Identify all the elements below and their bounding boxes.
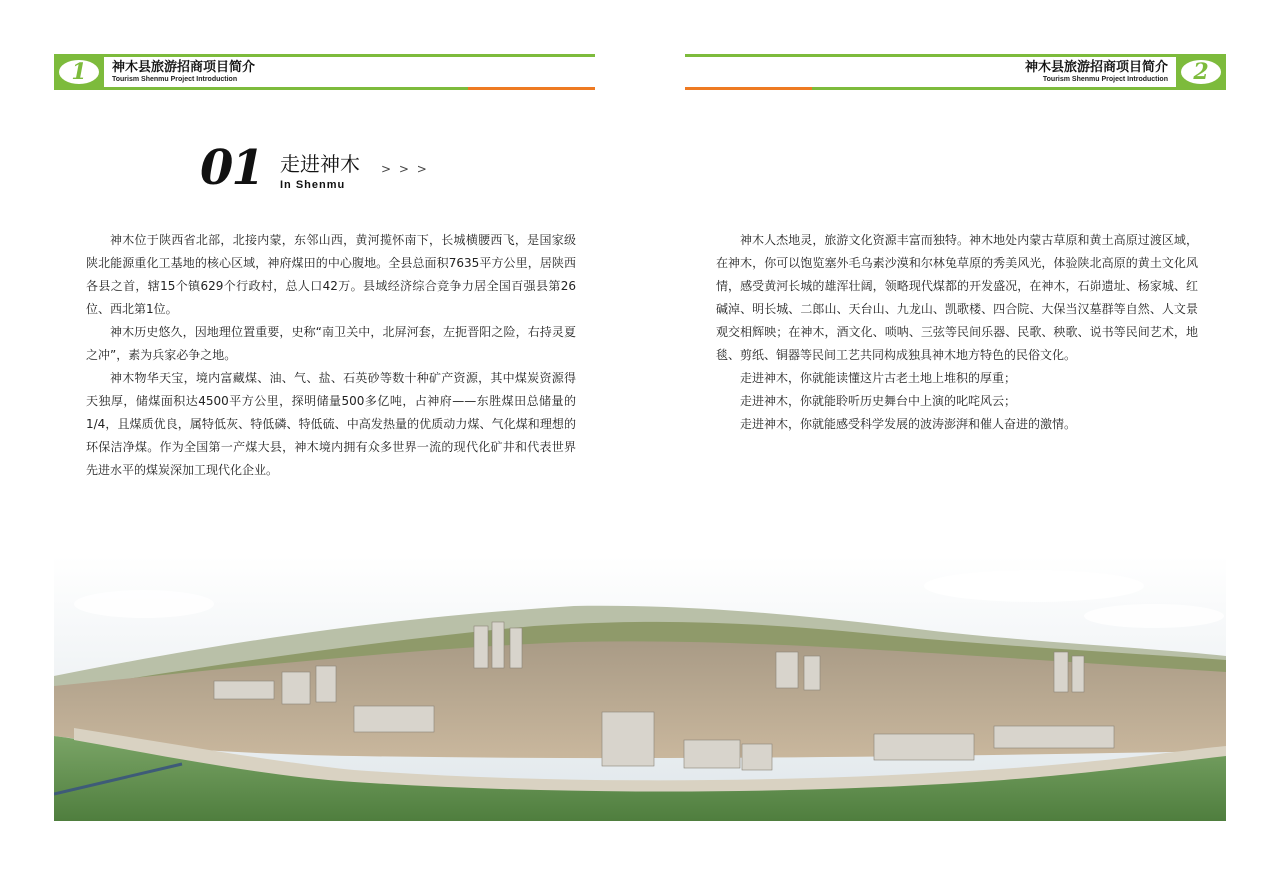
header-title-cn: 神木县旅游招商项目简介 xyxy=(1024,60,1168,75)
header-top-rule xyxy=(54,54,595,57)
paragraph: 走进神木，你就能感受科学发展的波涛澎湃和催人奋进的激情。 xyxy=(740,417,1077,431)
paragraph: 走进神木，你就能读懂这片古老土地上堆积的厚重； xyxy=(740,371,1017,385)
page-number: 1 xyxy=(71,59,87,85)
cloud xyxy=(1084,604,1224,628)
left-page-header xyxy=(54,54,595,90)
section-arrows: > > > xyxy=(381,162,429,176)
header-title-en: Tourism Shenmu Project Introduction xyxy=(1042,76,1168,83)
page-number-circle xyxy=(59,60,99,84)
paragraph: 神木位于陕西省北部，北接内蒙，东邻山西，黄河揽怀南下，长城横腰西飞，是国家级陕北能源重化工基地的核心区域，神府煤田的中心腹地。全县总面积7635平方公里，居陕西各县之首，辖15个镇629个行政村，总人口42万。县域经济综合竞争力居全国百强县第26位、西北第1位。 xyxy=(86,233,576,316)
paragraph: 神木人杰地灵，旅游文化资源丰富而独特。神木地处内蒙古草原和黄土高原过渡区域，在神木，你可以饱览塞外毛乌素沙漠和尔林兔草原的秀美风光，体验陕北高原的黄土文化风情，感受黄河长城的雄浑壮阔，领略现代煤都的开发盛况，在神木，石峁遗址、杨家城、红碱淖、明长城、二郎山、天台山、九龙山、凯歌楼、四合院、大保当汉墓群等自然、人文景观交相辉映；在神木，酒文化、唢呐、三弦等民间乐器、民歌、秧歌、说书等民间艺术，地毯、剪纸、铜器等民间工艺共同构成独具神木地方特色的民俗文化。 xyxy=(716,233,1198,362)
panorama-illustration xyxy=(54,556,1226,821)
cloud xyxy=(924,570,1144,602)
header-bottom-rule xyxy=(812,87,1226,90)
city-panorama-photo xyxy=(54,556,1226,821)
header-title-en: Tourism Shenmu Project Introduction xyxy=(112,76,238,83)
right-page-header xyxy=(685,54,1226,90)
cloud xyxy=(74,590,214,618)
header-orange-accent xyxy=(685,87,812,90)
header-orange-accent xyxy=(468,87,595,90)
left-body-text xyxy=(86,229,576,482)
header-bottom-rule xyxy=(54,87,468,90)
page-number: 2 xyxy=(1193,59,1209,85)
header-titles xyxy=(1025,60,1168,84)
page-number-circle xyxy=(1181,60,1221,84)
paragraph: 走进神木，你就能聆听历史舞台中上演的叱咤风云； xyxy=(740,394,1017,408)
section-number: 01 xyxy=(200,140,263,196)
page-number-badge xyxy=(1176,57,1226,87)
paragraph: 神木历史悠久，因地理位置重要，史称“南卫关中，北屏河套，左扼晋阳之险，右持灵夏之冲”，素为兵家必争之地。 xyxy=(86,325,576,362)
header-top-rule xyxy=(685,54,1226,57)
right-body-text xyxy=(716,229,1198,436)
section-title-en: In Shenmu xyxy=(280,179,346,191)
page-number-badge xyxy=(54,57,104,87)
header-title-cn: 神木县旅游招商项目简介 xyxy=(112,60,256,75)
paragraph: 神木物华天宝，境内富藏煤、油、气、盐、石英砂等数十种矿产资源，其中煤炭资源得天独厚，储煤面积达4500平方公里，探明储量500多亿吨，占神府——东胜煤田总储量的1/4，且煤质优良，属特低灰、特低磷、特低硫、中高发热量的优质动力煤、气化煤和理想的环保洁净煤。作为全国第一产煤大县，神木境内拥有众多世界一流的现代化矿井和代表世界先进水平的煤炭深加工现代化企业。 xyxy=(86,371,576,477)
section-heading xyxy=(200,140,460,200)
section-title-cn: 走进神木 xyxy=(280,152,360,176)
header-titles xyxy=(112,60,255,84)
